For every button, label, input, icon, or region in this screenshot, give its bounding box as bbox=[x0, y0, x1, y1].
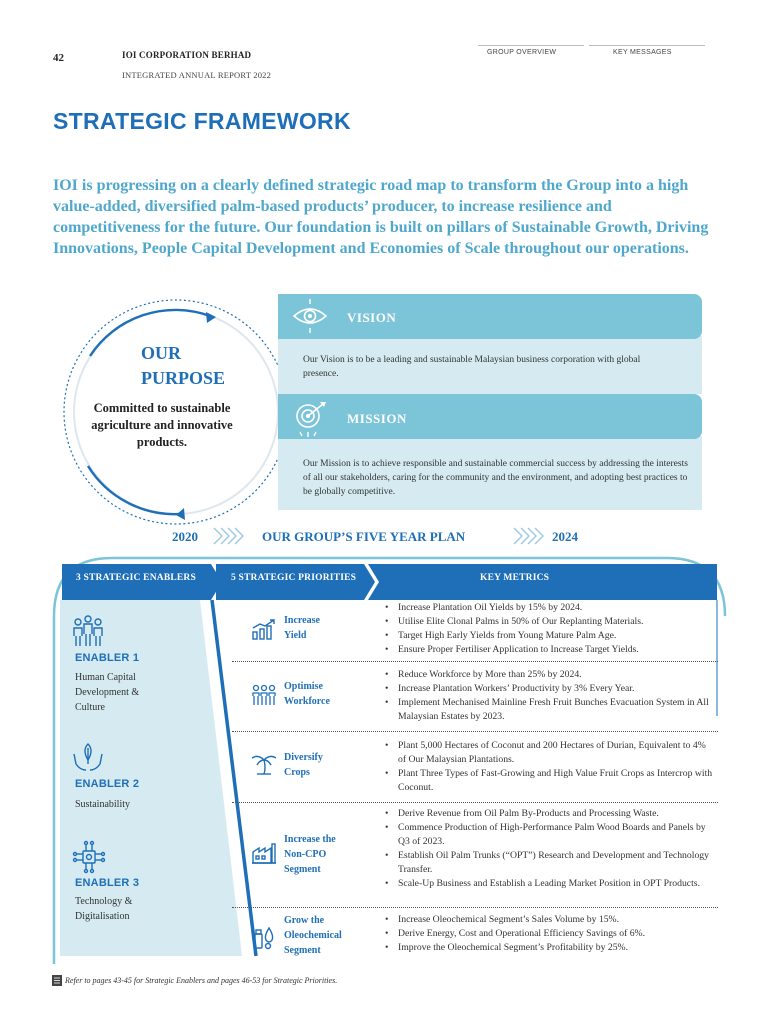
nav-link-key-messages[interactable]: KEY MESSAGES bbox=[613, 49, 672, 56]
metric-list bbox=[385, 913, 715, 955]
priority-name bbox=[284, 913, 342, 958]
metric-item: • Commence Production of High-Performance Palm Wood Boards and Panels by Q3 of 2023. bbox=[385, 821, 715, 849]
metric-item: • Ensure Proper Fertiliser Application to Increase Target Yields. bbox=[385, 643, 715, 657]
column-header-priorities: 5 STRATEGIC PRIORITIES bbox=[231, 573, 357, 583]
plan-end-year: 2024 bbox=[552, 529, 578, 544]
metric-item: • Derive Revenue from Oil Palm By-Products and Processing Waste. bbox=[385, 807, 715, 821]
column-header-metrics: KEY METRICS bbox=[480, 573, 550, 583]
enabler-description-line: Human Capital bbox=[75, 672, 136, 683]
metric-item: • Establish Oil Palm Trunks (“OPT”) Research and Development and Technology Transfer. bbox=[385, 849, 715, 877]
priority-name-line: Optimise bbox=[284, 681, 323, 692]
priority-name-line: Increase bbox=[284, 615, 320, 626]
nav-divider bbox=[589, 45, 705, 46]
enabler-title: ENABLER 2 bbox=[75, 778, 140, 790]
priority-name-line: Oleochemical bbox=[284, 930, 342, 941]
plan-title: OUR GROUP’S FIVE YEAR PLAN bbox=[262, 529, 466, 544]
metric-list bbox=[385, 601, 715, 657]
eye-icon bbox=[290, 298, 330, 334]
priority-name-line: Yield bbox=[284, 630, 307, 641]
row-divider bbox=[232, 802, 718, 803]
enabler-description bbox=[75, 797, 130, 812]
page-number: 42 bbox=[53, 52, 64, 64]
mission-label: MISSION bbox=[347, 411, 407, 426]
purpose-title-line: OUR bbox=[141, 343, 181, 363]
priority-name bbox=[284, 832, 336, 877]
priority-name bbox=[284, 750, 323, 780]
priority-name-line: Grow the bbox=[284, 915, 325, 926]
purpose-description: Committed to sustainable agriculture and innovative products. bbox=[91, 401, 233, 449]
mission-header bbox=[278, 394, 702, 439]
enabler-description-line: Technology & bbox=[75, 896, 133, 907]
enabler-description-line: Sustainability bbox=[75, 799, 130, 810]
workforce-icon bbox=[252, 684, 276, 706]
priority-name-line: Segment bbox=[284, 945, 321, 956]
enabler-title: ENABLER 3 bbox=[75, 877, 140, 889]
priority-name bbox=[284, 613, 320, 643]
metric-item: • Utilise Elite Clonal Palms in 50% of Our Replanting Materials. bbox=[385, 615, 715, 629]
metric-item: • Implement Mechanised Mainline Fresh Fruit Bunches Evacuation System in All Malaysian Estates by 2023. bbox=[385, 696, 715, 724]
priority-name-line: Crops bbox=[284, 767, 310, 778]
enabler-title: ENABLER 1 bbox=[75, 652, 140, 664]
purpose-title bbox=[141, 341, 225, 391]
intro-paragraph: IOI is progressing on a clearly defined strategic road map to transform the Group into a high value-added, diversified palm-based products’ producer, to increase resilience and competitiveness for the future. Our foundation is built on pillars of Sustainable Growth, Driving Innovations, People Capital Development and Economies of Scale throughout our operations. bbox=[53, 177, 709, 257]
footnote: Refer to pages 43-45 for Strategic Enablers and pages 46-53 for Strategic Priorities. bbox=[65, 976, 338, 985]
priority-name-line: Workforce bbox=[284, 696, 330, 707]
priority-name-line: Diversify bbox=[284, 752, 323, 763]
row-divider bbox=[232, 907, 718, 908]
enabler-description bbox=[75, 894, 132, 924]
priority-name-line: Increase the bbox=[284, 834, 336, 845]
metric-item: • Plant 5,000 Hectares of Coconut and 200 Hectares of Durian, Equivalent to 4% of Our Malaysian Plantations. bbox=[385, 739, 715, 767]
column-header-enablers: 3 STRATEGIC ENABLERS bbox=[76, 573, 196, 583]
metric-item: • Reduce Workforce by More than 25% by 2024. bbox=[385, 668, 715, 682]
people-icon bbox=[72, 614, 104, 648]
enabler-description-line: Digitalisation bbox=[75, 911, 130, 922]
vision-label: VISION bbox=[347, 310, 397, 325]
enabler-description bbox=[75, 670, 139, 715]
growth-chart-icon bbox=[251, 618, 277, 640]
mission-text: Our Mission is to achieve responsible and sustainable commercial success by addressing the interests of all our stakeholders, caring for the community and the environment, and adopting best practices to be globally competitive. bbox=[303, 459, 688, 497]
factory-icon bbox=[251, 842, 277, 864]
company-name: IOI CORPORATION BERHAD bbox=[122, 50, 252, 60]
page-title: STRATEGIC FRAMEWORK bbox=[53, 108, 351, 134]
metric-item: • Scale-Up Business and Establish a Leading Market Position in OPT Products. bbox=[385, 877, 715, 891]
metric-item: • Plant Three Types of Fast-Growing and High Value Fruit Crops as Intercrop with Coconut. bbox=[385, 767, 715, 795]
enabler-description-line: Culture bbox=[75, 702, 105, 713]
metric-item: • Target High Early Yields from Young Mature Palm Age. bbox=[385, 629, 715, 643]
metric-item: • Derive Energy, Cost and Operational Efficiency Savings of 6%. bbox=[385, 927, 715, 941]
enabler-description-line: Development & bbox=[75, 687, 140, 698]
vision-text: Our Vision is to be a leading and sustainable Malaysian business corporation with global presence. bbox=[303, 355, 641, 379]
priority-name bbox=[284, 679, 330, 709]
plan-start-year: 2020 bbox=[172, 529, 198, 544]
row-divider bbox=[232, 731, 718, 732]
vision-header bbox=[278, 294, 702, 339]
priority-name-line: Non-CPO bbox=[284, 849, 327, 860]
row-divider bbox=[232, 661, 718, 662]
metric-item: • Increase Plantation Oil Yields by 15% by 2024. bbox=[385, 601, 715, 615]
palm-tree-icon bbox=[251, 752, 277, 776]
nav-divider bbox=[478, 45, 584, 46]
metric-item: • Increase Plantation Workers’ Productivity by 3% Every Year. bbox=[385, 682, 715, 696]
target-icon bbox=[290, 398, 330, 438]
metric-list bbox=[385, 668, 715, 724]
circuit-icon bbox=[72, 840, 106, 874]
metric-list bbox=[385, 739, 715, 795]
document-icon bbox=[52, 975, 62, 986]
metric-list bbox=[385, 807, 715, 891]
nav-link-group-overview[interactable]: GROUP OVERVIEW bbox=[487, 49, 557, 56]
purpose-title-line: PURPOSE bbox=[141, 368, 226, 388]
report-name: INTEGRATED ANNUAL REPORT 2022 bbox=[122, 70, 272, 80]
chevrons-right-icon bbox=[512, 526, 546, 546]
metric-item: • Improve the Oleochemical Segment’s Profitability by 25%. bbox=[385, 941, 715, 955]
metric-item: • Increase Oleochemical Segment’s Sales Volume by 15%. bbox=[385, 913, 715, 927]
chevrons-right-icon bbox=[212, 526, 246, 546]
leaf-hands-icon bbox=[72, 740, 104, 774]
oleochemical-icon bbox=[252, 926, 276, 950]
priority-name-line: Segment bbox=[284, 864, 321, 875]
